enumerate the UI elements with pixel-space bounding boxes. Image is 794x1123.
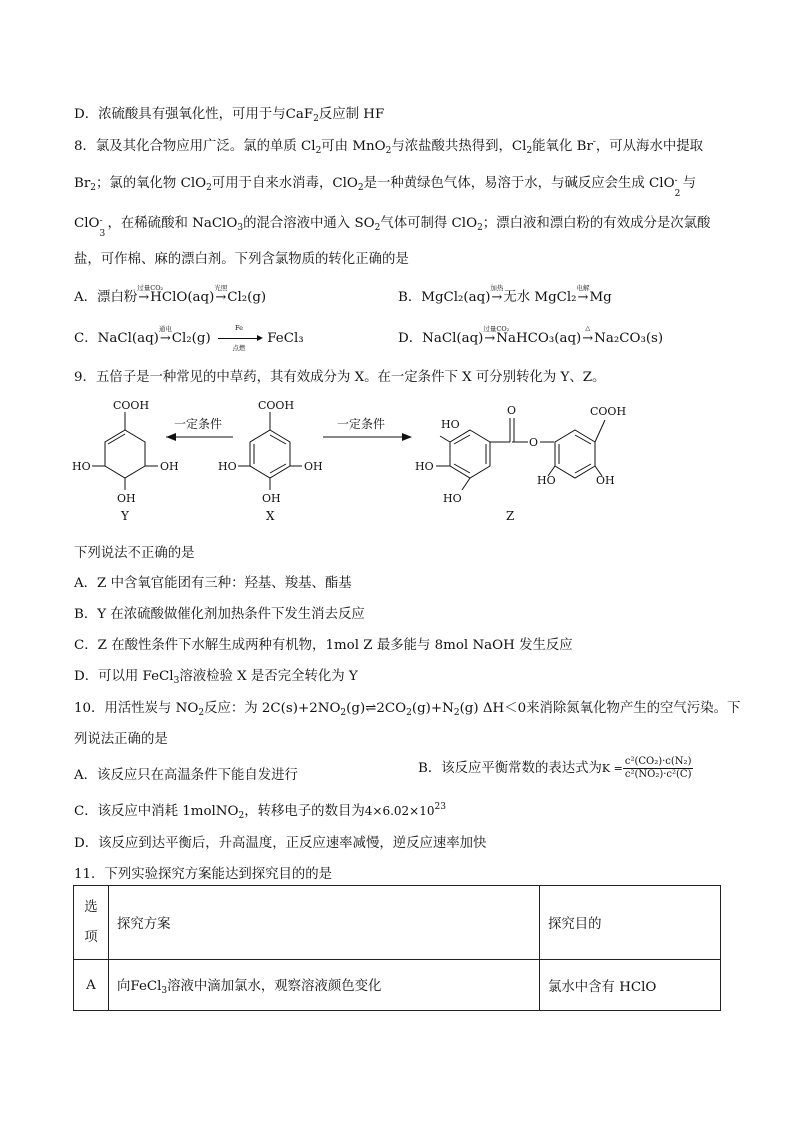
table-row: [74, 960, 721, 1011]
label-z: Z: [506, 509, 515, 523]
z-carbonyl-o: O: [507, 404, 517, 417]
q10-stem-line1: 10．用活性炭与 $NO_2$反应：为 $2C(s)+2NO_2(g)\rightleftharpoons 2CO_2(g)+N_2(g)$ ΔH＜0来消除氮氧化物产生的空气污染。下: [74, 701, 741, 718]
q8-stem-line2: $Br_2$；氯的氧化物 ClO$_2$可用于自来水消毒，ClO$_2$是一种黄绿色气体，易溶于水，与碱反应会生成 ClO 2 - 与: [74, 176, 696, 199]
q10-option-b[interactable]: B．该反应平衡常数的表达式为K = $\frac{\text{c²(CO₂)·c(N₂)}}{\text{c²(NO₂)·c²(C)}}$: [418, 756, 692, 780]
z-ho-top: HO: [441, 418, 460, 431]
condition-1: 一定条件: [174, 417, 223, 431]
x-ring: [250, 430, 290, 478]
z-left-ring: [450, 430, 490, 478]
q10-option-c[interactable]: C．该反应中消耗 1molNO$_2$，转移电子的数目为$4\times 6.02\times 10^{23}$: [74, 802, 446, 821]
header-plan: 探究方案: [109, 886, 540, 960]
q10-option-a[interactable]: A．该反应只在高温条件下能自发进行: [74, 768, 298, 783]
q8-option-c[interactable]: C．NaCl(aq) 通电 →Cl₂(g) Fe 点燃 FeCl₃: [74, 324, 304, 352]
z-right-ring: [555, 430, 595, 478]
q10-stem-line2: 列说法正确的是: [74, 732, 168, 747]
q11-table: [73, 885, 721, 1011]
y-ho: HO: [72, 460, 91, 473]
q8-option-a[interactable]: A．漂白粉 过量CO₂ →HClO(aq) 光照 →Cl₂(g): [74, 284, 267, 305]
q8-option-d[interactable]: D．NaCl(aq) 过量CO₂ →NaHCO₃(aq) △ →Na₂CO₃(s): [398, 324, 664, 346]
z-ester-o: O: [529, 436, 539, 449]
z-ho-mid: HO: [415, 460, 434, 473]
q11-stem: 11．下列实验探究方案能达到探究目的的是: [74, 867, 333, 882]
label-x: X: [266, 509, 275, 523]
q8-option-b[interactable]: B．MgCl₂(aq) 加热 →无水 MgCl₂ 电解 →Mg: [398, 284, 612, 305]
q9-option-c[interactable]: C．Z 在酸性条件下水解生成两种有机物，1mol Z 最多能与 8mol NaOH 发生反应: [74, 638, 573, 653]
y-oh-bottom: OH: [117, 492, 136, 505]
q7-option-d[interactable]: D．浓硫酸具有强氧化性，可用于与CaF$_2$反应制 HF: [74, 107, 385, 124]
q9-ask: 下列说法不正确的是: [74, 546, 195, 561]
x-oh-right: OH: [304, 460, 323, 473]
y-ring: [105, 430, 145, 478]
arrow-head-right: [402, 433, 412, 441]
y-oh-right: OH: [160, 460, 179, 473]
q8-stem-line4: 盐，可作棉、麻的漂白剂。下列含氯物质的转化正确的是: [74, 252, 409, 267]
row-goal: 氯水中含有 HClO: [540, 960, 721, 1011]
q9-option-d[interactable]: D．可以用 FeCl$_3$溶液检验 X 是否完全转化为 Y: [74, 669, 358, 686]
x-oh-bottom: OH: [262, 492, 281, 505]
z-ho-bottom: HO: [443, 492, 462, 505]
row-option: A: [74, 960, 109, 1011]
q8-stem-line3: ClO 3 - ，在稀硫酸和 NaClO$_3$的混合溶液中通入 $SO_2$气体可制得 ClO$_2$；漂白液和漂白粉的有效成分是次氯酸: [74, 216, 711, 239]
q9-option-b[interactable]: B．Y 在浓硫酸做催化剂加热条件下发生消去反应: [74, 607, 365, 622]
q9-stem: 9．五倍子是一种常见的中草药，其有效成分为 X。在一定条件下 X 可分别转化为 Y、Z。: [74, 370, 606, 385]
condition-2: 一定条件: [337, 417, 386, 431]
label-y: Y: [121, 509, 129, 523]
q10-option-d[interactable]: D．该反应到达平衡后，升高温度，正反应速率减慢，逆反应速率加快: [74, 836, 487, 851]
q9-structures-figure: [0, 390, 794, 530]
header-goal: 探究目的: [540, 886, 721, 960]
y-cooh: COOH: [113, 399, 150, 412]
z-ho-right: HO: [537, 474, 556, 487]
x-ho: HO: [218, 460, 237, 473]
q8-stem-line1: 8．氯及其化合物应用广泛。氯的单质 $Cl_2$可由 MnO$_2$与浓盐酸共热得到，$Cl_2$能氧化 Br-，可从海水中提取: [74, 137, 704, 156]
x-cooh: COOH: [258, 399, 295, 412]
z-oh-right: OH: [596, 474, 615, 487]
arrow-head-left: [166, 433, 176, 441]
table-header-row: [74, 886, 721, 960]
header-option: 选 项: [74, 886, 109, 960]
row-plan: 向FeCl$_3$溶液中滴加氯水，观察溶液颜色变化: [109, 960, 540, 1011]
q9-option-a[interactable]: A．Z 中含氧官能团有三种：羟基、羧基、酯基: [74, 576, 352, 591]
z-cooh: COOH: [590, 405, 627, 418]
